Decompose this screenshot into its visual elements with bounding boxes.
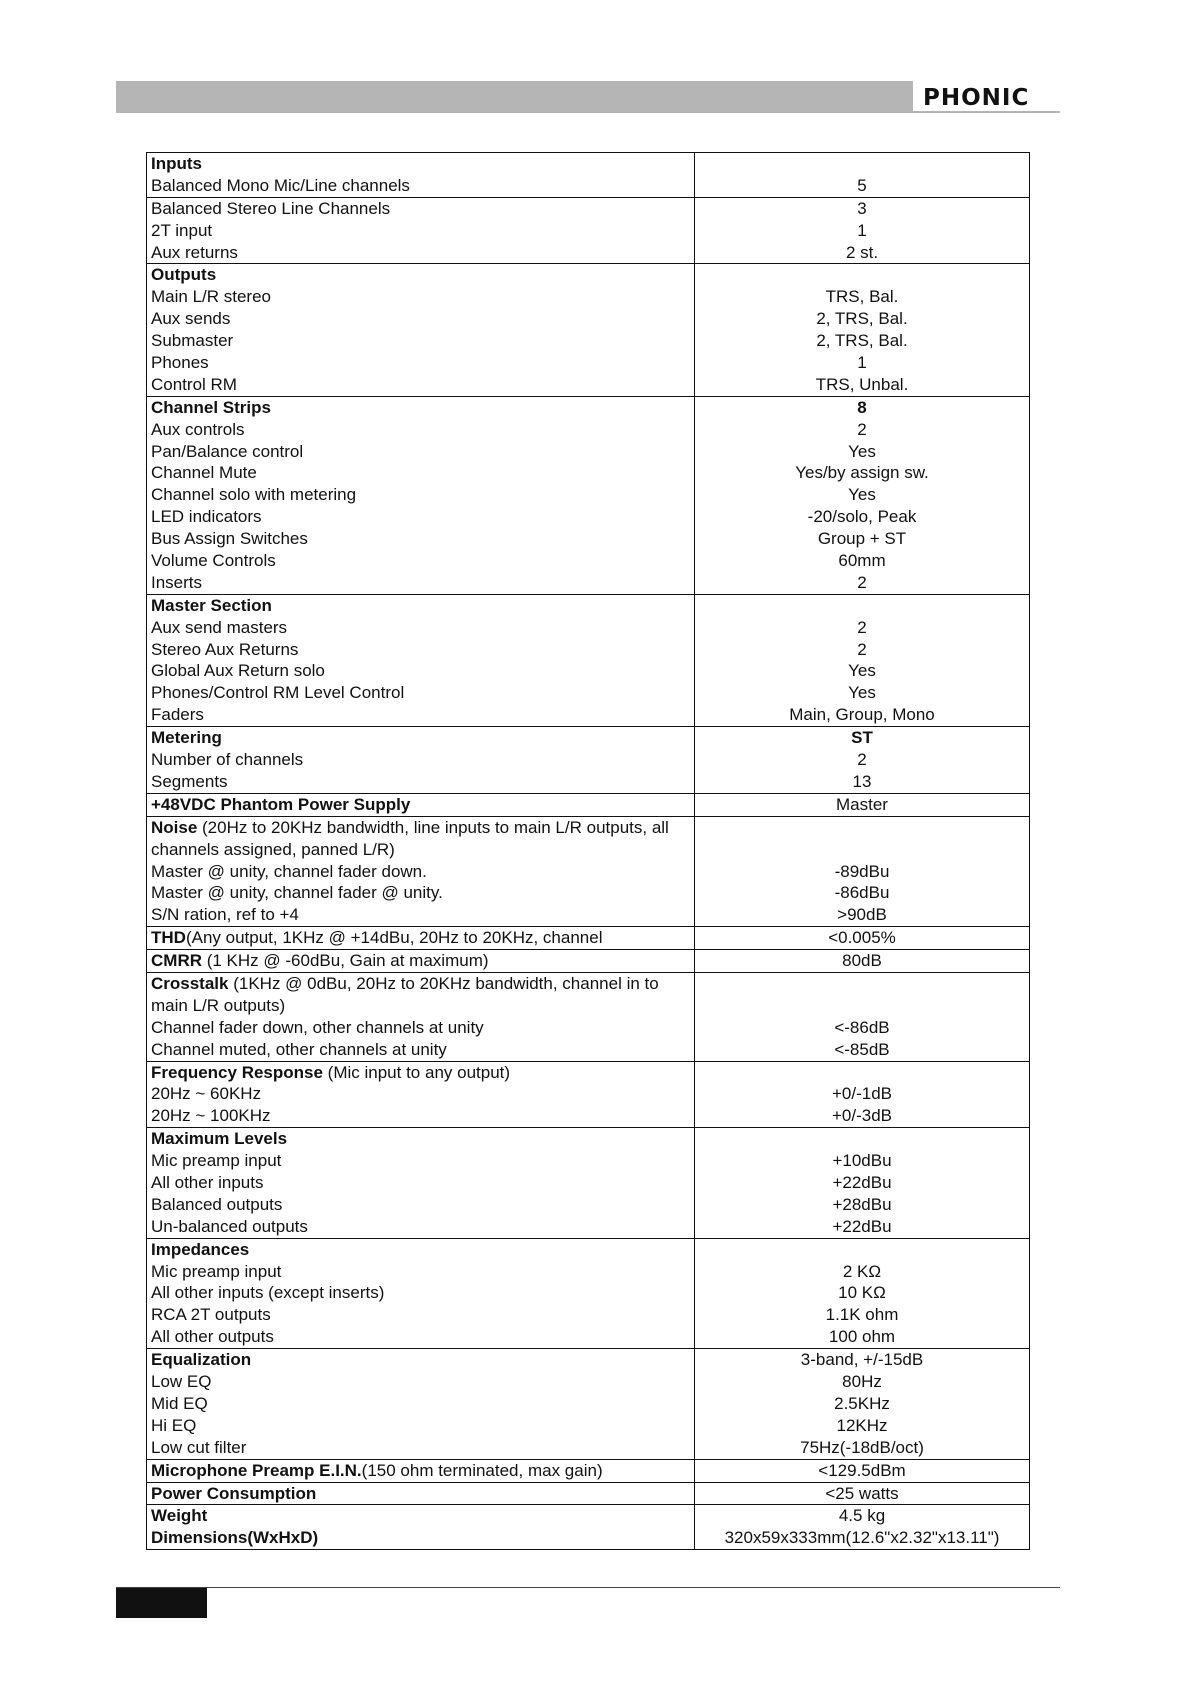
spec-value: 4.5 kg [838,1506,886,1526]
spec-value [695,839,1029,861]
spec-value: TRS, Bal. [825,287,899,307]
spec-label [151,374,694,396]
spec-value: <25 watts [825,1483,899,1503]
spec-label [151,220,694,242]
spec-label-bold: Dimensions(WxHxD) [151,1528,319,1548]
spec-value: 2 [857,750,867,770]
spec-value-cell [695,1505,1030,1550]
spec-value: +0/-1dB [831,1084,892,1104]
spec-value: Yes [848,661,876,681]
spec-label [151,639,694,661]
spec-value: 75Hz(-18dB/oct) [800,1437,924,1457]
spec-value: 2, TRS, Bal. [816,331,908,351]
spec-value: Yes/by assign sw. [795,463,929,483]
spec-value: 2.5KHz [834,1393,890,1413]
spec-label [151,286,694,308]
spec-label [151,1017,694,1039]
spec-value: +0/-3dB [831,1106,892,1126]
spec-label-text: Main L/R stereo [151,287,271,307]
spec-value-cell [695,727,1030,794]
spec-label-text: Aux controls [151,419,245,439]
spec-label [151,1505,694,1527]
spec-label-text: 20Hz ~ 60KHz [151,1084,262,1104]
spec-group [147,594,1030,726]
spec-label [151,1083,694,1105]
spec-label-cell [147,264,695,396]
spec-label-text: Un-balanced outputs [151,1216,308,1236]
spec-label [151,1304,694,1326]
spec-label-cell [147,927,695,950]
spec-label [151,441,694,463]
spec-value-cell [695,264,1030,396]
spec-value-cell [695,396,1030,594]
spec-label-bold: Outputs [151,265,217,285]
spec-label-text: Balanced Stereo Line Channels [151,198,391,218]
spec-value: +28dBu [832,1194,892,1214]
spec-label-bold: THD [151,928,186,948]
spec-label-cell [147,972,695,1061]
spec-value: Group + ST [817,529,907,549]
spec-label-text: 20Hz ~ 100KHz [151,1106,271,1126]
spec-label-cell [147,1482,695,1505]
spec-label [151,1349,694,1371]
spec-label-text: (Mic input to any output) [322,1062,511,1082]
spec-label [151,153,694,175]
spec-label-text: Segments [151,771,228,791]
spec-label [151,794,694,816]
spec-label-bold: Weight [151,1506,208,1526]
spec-label-text: Aux send masters [151,617,288,637]
spec-label-cell [147,1061,695,1128]
spec-value: 320x59x333mm(12.6"x2.32"x13.11") [724,1528,1000,1548]
spec-label [151,771,694,793]
spec-value: 5 [857,175,867,195]
spec-label-text: Channel muted, other channels at unity [151,1039,447,1059]
spec-value: 1 [857,220,867,240]
spec-label-text: Faders [151,705,204,725]
spec-label-text: (20Hz to 20KHz bandwidth, line inputs to main L/R outputs, all channels assigned, panned L/R) [151,817,669,859]
spec-label-text: Phones [151,353,209,373]
spec-label [151,1172,694,1194]
spec-label [151,1128,694,1150]
spec-label-bold: Equalization [151,1350,252,1370]
spec-label-text: Balanced Mono Mic/Line channels [151,175,410,195]
spec-label-text: Low EQ [151,1372,212,1392]
spec-label [151,1039,694,1061]
spec-value: Master [836,794,888,814]
spec-value: 2 [857,572,867,592]
spec-label [151,1261,694,1283]
spec-label-text: Balanced outputs [151,1194,283,1214]
spec-value: +22dBu [832,1173,892,1193]
footer-divider [116,1587,1060,1588]
spec-label-text: All other inputs [151,1173,264,1193]
spec-group [147,1128,1030,1238]
spec-label-cell [147,793,695,816]
spec-value: 2 [857,419,867,439]
spec-label-text: Control RM [151,374,237,394]
spec-label-cell [147,396,695,594]
spec-value: TRS, Unbal. [815,374,909,394]
spec-label-bold: Crosstalk [151,973,229,993]
spec-label-cell [147,1505,695,1550]
spec-label-text: Bus Assign Switches [151,529,308,549]
spec-label-text: All other outputs [151,1327,274,1347]
spec-group [147,972,1030,1061]
spec-label-text: Aux sends [151,309,231,329]
spec-group [147,1482,1030,1505]
spec-value: 2 [857,639,867,659]
spec-label-cell [147,197,695,264]
spec-value-cell [695,1128,1030,1238]
spec-label-text: 2T input [151,220,213,240]
footer-page-block [116,1588,207,1618]
spec-value-cell [695,153,1030,198]
spec-label [151,882,694,904]
spec-label [151,861,694,883]
spec-value [695,995,1029,1017]
spec-label-text: Master @ unity, channel fader @ unity. [151,883,443,903]
spec-label-text: Submaster [151,331,234,351]
spec-value: Yes [848,683,876,703]
spec-label-text: Inserts [151,572,203,592]
spec-label [151,1062,694,1084]
header-bar [116,81,913,113]
spec-value: 2 st. [845,242,879,262]
spec-label [151,352,694,374]
spec-value: 80dB [842,951,882,971]
spec-label [151,1460,694,1482]
spec-label [151,1483,694,1505]
spec-label-text: LED indicators [151,507,262,527]
spec-label-cell [147,594,695,726]
spec-value: 10 KΩ [838,1283,886,1303]
spec-label [151,950,694,972]
spec-group [147,396,1030,594]
spec-label-text: Master @ unity, channel fader down. [151,861,427,881]
spec-label [151,1527,694,1549]
spec-label [151,704,694,726]
spec-label [151,1371,694,1393]
spec-value: ST [851,728,873,748]
spec-value-cell [695,1238,1030,1348]
spec-value-cell [695,793,1030,816]
spec-value [695,153,1029,175]
spec-value-cell [695,594,1030,726]
spec-value: 12KHz [836,1415,888,1435]
spec-label-bold: Channel Strips [151,397,271,417]
spec-label-cell [147,816,695,926]
spec-group [147,153,1030,198]
spec-label [151,817,694,861]
spec-label-bold: Microphone Preamp E.I.N. [151,1460,362,1480]
spec-group [147,927,1030,950]
spec-label [151,1239,694,1261]
spec-value: 8 [857,397,867,417]
spec-value: 3-band, +/-15dB [800,1350,924,1370]
spec-label-text: Number of channels [151,750,304,770]
spec-label-text: (1KHz @ 0dBu, 20Hz to 20KHz bandwidth, channel in to main L/R outputs) [151,973,659,1015]
spec-value-cell [695,197,1030,264]
spec-group [147,793,1030,816]
spec-label [151,330,694,352]
spec-label-text: Mic preamp input [151,1261,282,1281]
spec-label-text: Channel Mute [151,463,257,483]
spec-label [151,550,694,572]
spec-label-bold: Maximum Levels [151,1129,288,1149]
spec-value: +22dBu [832,1216,892,1236]
spec-label [151,572,694,594]
spec-label [151,1326,694,1348]
spec-label-cell [147,1128,695,1238]
spec-label-bold: Metering [151,728,222,748]
spec-label-bold: Power Consumption [151,1483,317,1503]
brand-logo [913,81,1060,113]
spec-label-text: Mid EQ [151,1393,208,1413]
spec-label-bold: Inputs [151,154,202,173]
brand-name: PHONIC [923,85,1030,111]
spec-value: +10dBu [832,1151,892,1171]
spec-label-bold: CMRR [151,951,202,971]
spec-group [147,1238,1030,1348]
spec-value-cell [695,950,1030,973]
spec-value: 80Hz [842,1372,882,1392]
spec-label-text: Channel fader down, other channels at unity [151,1017,484,1037]
spec-label [151,927,694,949]
spec-table [146,152,1030,1550]
spec-label [151,242,694,264]
spec-label [151,506,694,528]
spec-label [151,617,694,639]
spec-value: 3 [857,198,867,218]
spec-label [151,397,694,419]
spec-label-text: All other inputs (except inserts) [151,1283,385,1303]
spec-group [147,197,1030,264]
spec-label-text: Mic preamp input [151,1151,282,1171]
spec-label-text: (150 ohm terminated, max gain) [361,1460,603,1480]
spec-label-text: Phones/Control RM Level Control [151,683,405,703]
spec-label-cell [147,1238,695,1348]
spec-label [151,528,694,550]
spec-value: <-86dB [834,1017,890,1037]
spec-value: -89dBu [834,861,890,881]
spec-value [695,1128,1029,1150]
spec-value [695,1239,1029,1261]
spec-value: -86dBu [834,883,890,903]
spec-value-cell [695,1061,1030,1128]
spec-label [151,462,694,484]
spec-value-cell [695,972,1030,1061]
spec-label [151,1282,694,1304]
spec-label [151,484,694,506]
spec-value: 13 [852,771,872,791]
spec-label-text: Hi EQ [151,1415,197,1435]
spec-label-bold: Impedances [151,1239,250,1259]
spec-value: Main, Group, Mono [789,705,935,725]
spec-label [151,1415,694,1437]
spec-label-cell [147,1459,695,1482]
spec-group [147,727,1030,794]
spec-label-text: Stereo Aux Returns [151,639,299,659]
spec-value [695,264,1029,286]
spec-label-cell [147,727,695,794]
spec-label [151,1105,694,1127]
spec-value [695,595,1029,617]
spec-label-cell [147,950,695,973]
spec-value-cell [695,816,1030,926]
spec-value: <-85dB [834,1039,890,1059]
spec-group [147,1061,1030,1128]
spec-group [147,1349,1030,1459]
spec-label-text: (1 KHz @ -60dBu, Gain at maximum) [202,951,489,971]
spec-value: Yes [848,485,876,505]
spec-label-text: Global Aux Return solo [151,661,325,681]
spec-value: -20/solo, Peak [807,507,917,527]
spec-label [151,419,694,441]
spec-value: <129.5dBm [818,1460,906,1480]
spec-value: 60mm [838,551,886,571]
spec-label-text: Aux returns [151,242,238,262]
spec-label [151,1150,694,1172]
spec-label [151,1393,694,1415]
spec-value: >90dB [837,905,887,925]
spec-value-cell [695,1482,1030,1505]
spec-label-text: Low cut filter [151,1437,247,1457]
spec-value: 100 ohm [828,1327,896,1347]
spec-label [151,308,694,330]
spec-label [151,198,694,220]
spec-label [151,973,694,1017]
spec-label [151,264,694,286]
spec-label [151,1194,694,1216]
spec-label-cell [147,1349,695,1459]
spec-label-bold: +48VDC Phantom Power Supply [151,794,411,814]
spec-group [147,816,1030,926]
spec-value-cell [695,927,1030,950]
spec-value: <0.005% [828,928,896,948]
spec-label-text: Volume Controls [151,551,276,571]
spec-value: 1 [857,353,867,373]
spec-label-text: Pan/Balance control [151,441,304,461]
spec-value: Yes [848,441,876,461]
spec-value [695,1062,1029,1084]
spec-label-bold: Noise [151,817,198,837]
spec-value-cell [695,1459,1030,1482]
spec-label-text: S/N ration, ref to +4 [151,905,299,925]
spec-label [151,682,694,704]
spec-label [151,749,694,771]
spec-value-cell [695,1349,1030,1459]
spec-label [151,904,694,926]
spec-group [147,1459,1030,1482]
spec-label [151,595,694,617]
spec-group [147,264,1030,396]
spec-label [151,1216,694,1238]
spec-label-cell [147,153,695,198]
spec-label-text: (Any output, 1KHz @ +14dBu, 20Hz to 20KHz, channel [185,928,603,948]
spec-label-text: RCA 2T outputs [151,1305,271,1325]
spec-label-bold: Frequency Response [151,1062,323,1082]
spec-value: 1.1K ohm [825,1305,899,1325]
spec-group [147,1505,1030,1550]
spec-label [151,660,694,682]
spec-group [147,950,1030,973]
spec-value: 2, TRS, Bal. [816,309,908,329]
spec-label-bold: Master Section [151,595,272,615]
spec-label [151,1437,694,1459]
spec-label [151,727,694,749]
spec-label-text: Channel solo with metering [151,485,357,505]
spec-label [151,175,694,197]
spec-value: 2 [857,617,867,637]
spec-value: 2 KΩ [842,1261,882,1281]
